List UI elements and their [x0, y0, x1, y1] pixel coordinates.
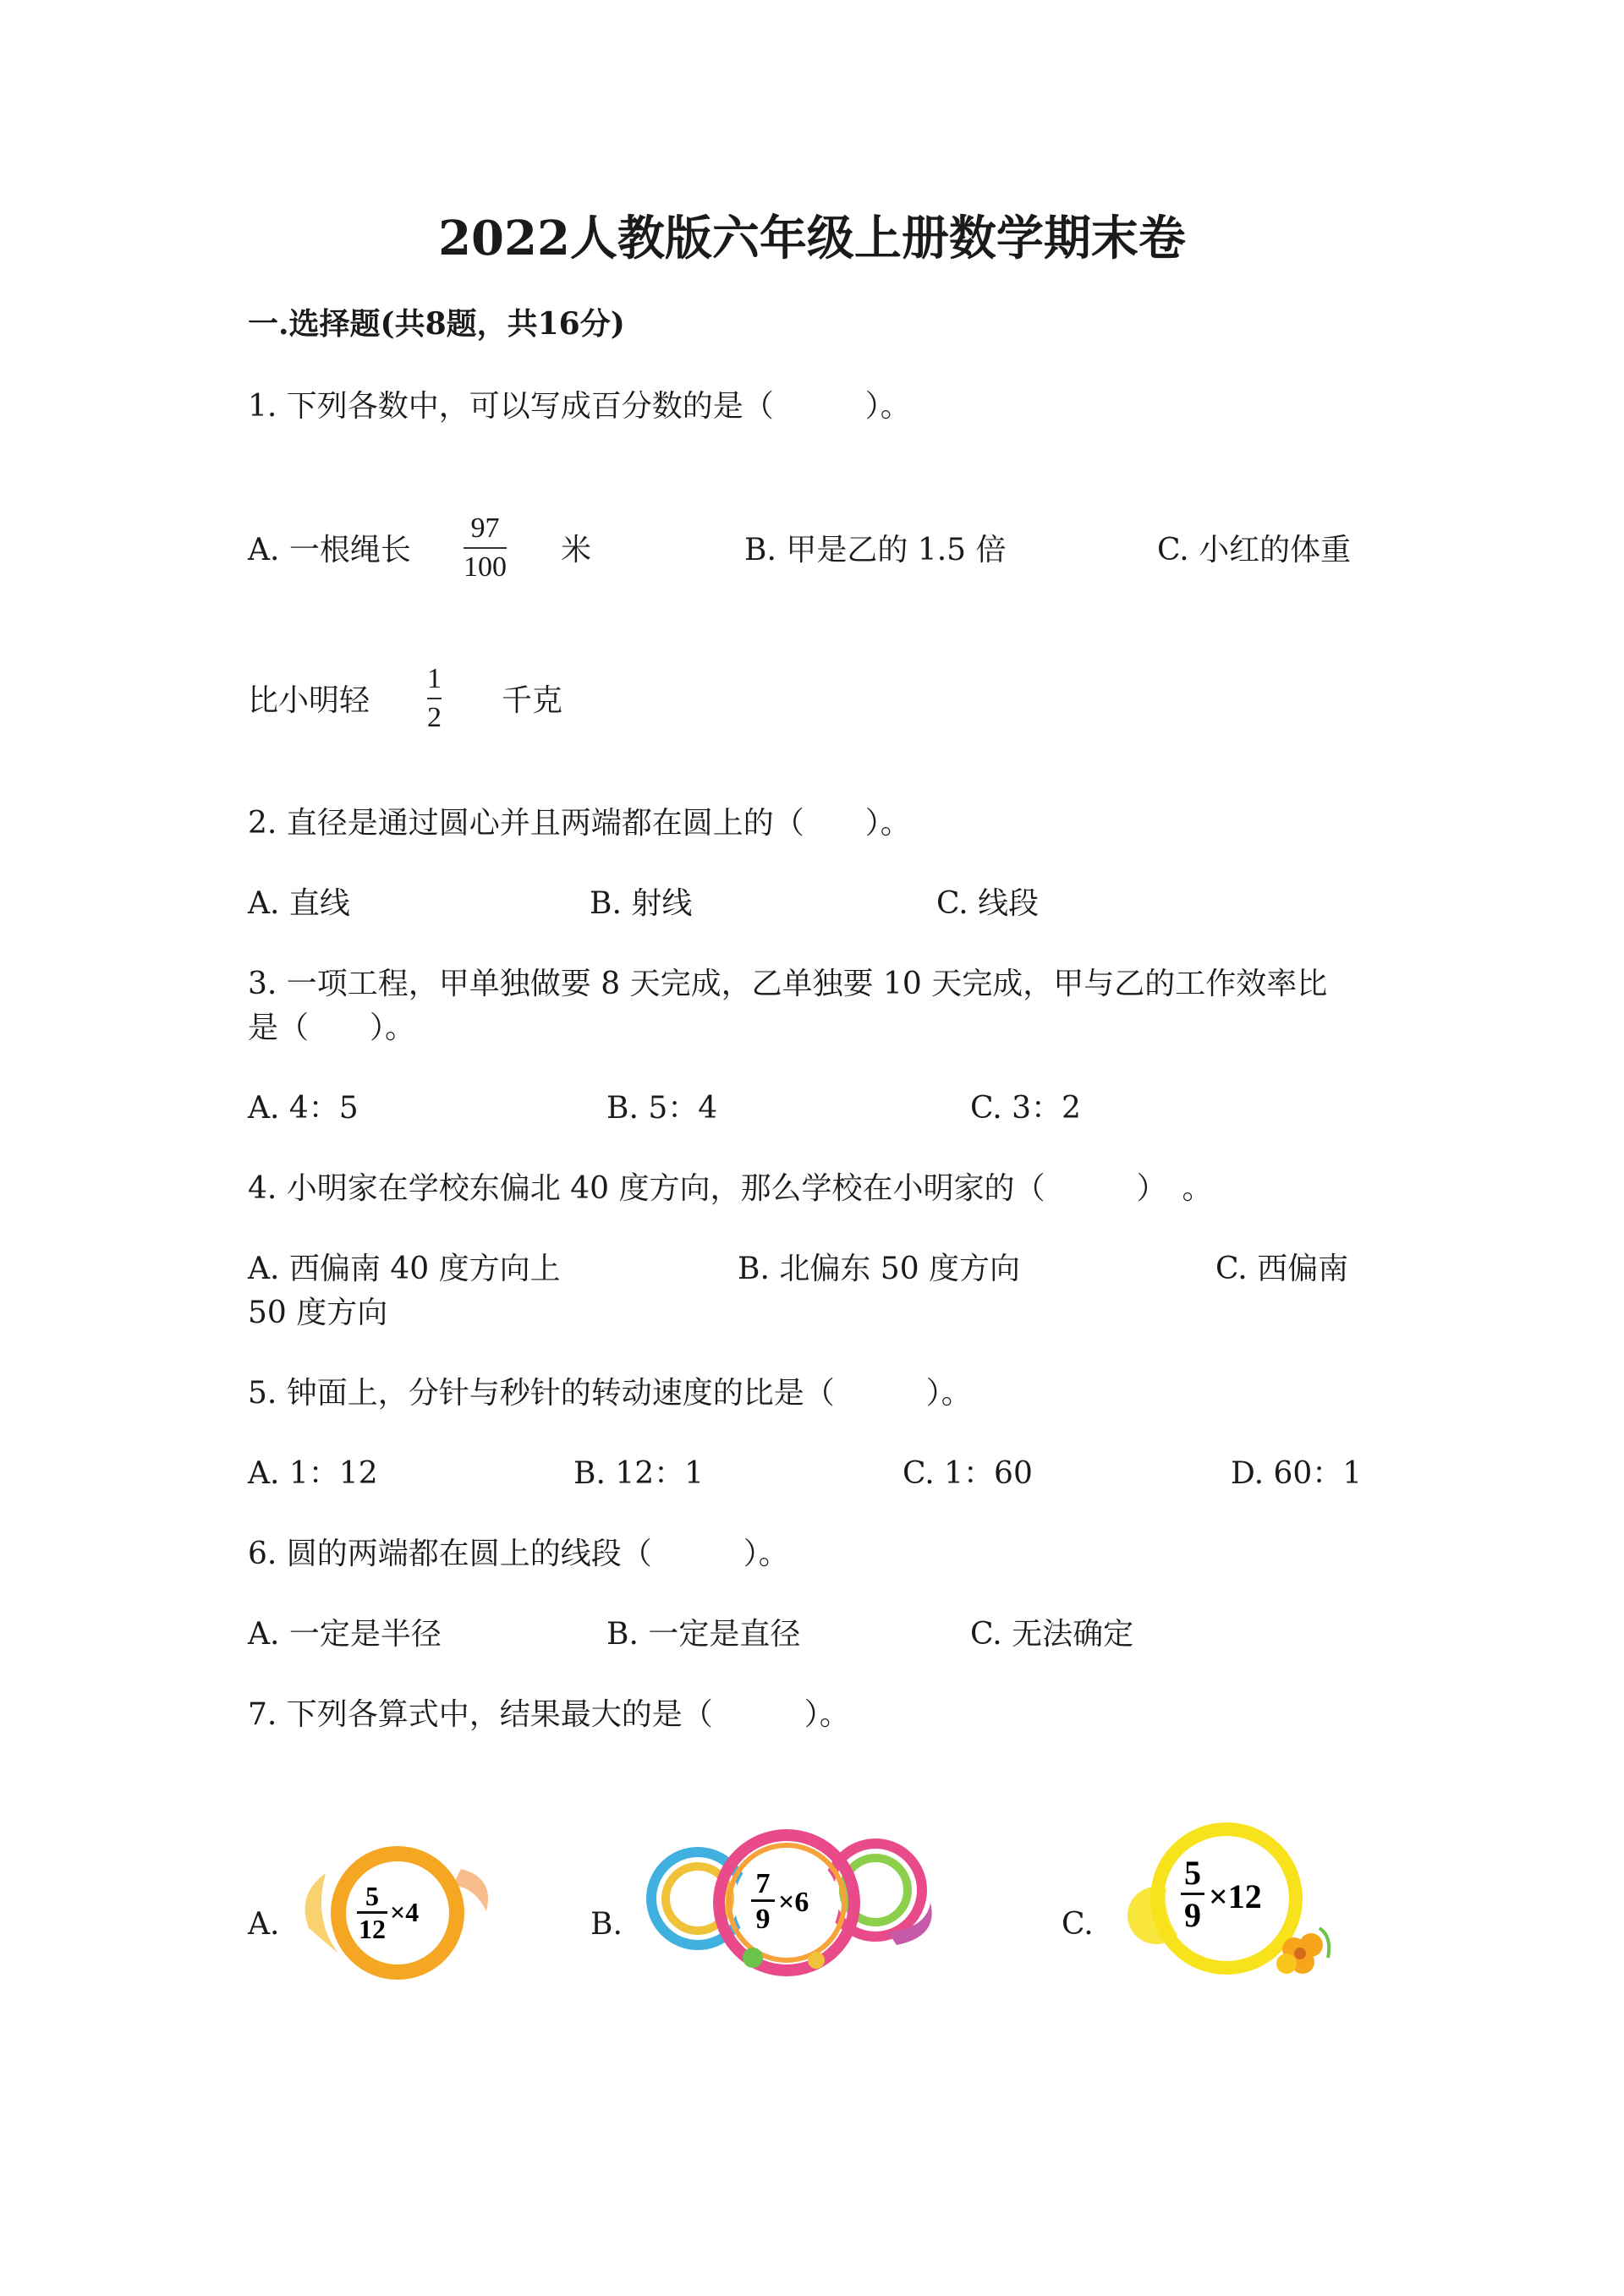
ring-badge-a [292, 1835, 503, 1987]
leaf [808, 1952, 825, 1969]
q2-option-a: A. 直线 [248, 886, 350, 921]
section-heading: 一.选择题(共8题，共16分) [248, 306, 625, 342]
q1-option-a-fraction [464, 512, 507, 584]
q4-option-a: A. 西偏南 40 度方向上 [248, 1252, 561, 1286]
fraction-numerator: 97 [470, 512, 500, 544]
question-5: 5. 钟面上，分针与秒针的转动速度的比是（ ）。 [248, 1376, 972, 1411]
fraction-denominator: 9 [755, 1904, 771, 1935]
question-3-continued: 是（ ）。 [248, 1011, 416, 1045]
question-4: 4. 小明家在学校东偏北 40 度方向，那么学校在小明家的（ ） 。 [248, 1171, 1213, 1206]
fraction-numerator: 5 [1184, 1854, 1201, 1892]
q5-option-d: D. 60：1 [1231, 1456, 1363, 1491]
q1-option-b: B. 甲是乙的 1.5 倍 [744, 533, 1007, 567]
fraction-denominator: 2 [427, 702, 442, 733]
q7-option-b-badge [634, 1818, 947, 1987]
fraction-bar [464, 547, 507, 549]
question-2: 2. 直径是通过圆心并且两端都在圆上的（ ）。 [248, 806, 911, 841]
fraction-bar [1181, 1893, 1204, 1895]
question-3: 3. 一项工程，甲单独做要 8 天完成，乙单独要 10 天完成，甲与乙的工作效率比 [248, 967, 1328, 1001]
q5-option-b: B. 12：1 [573, 1456, 705, 1491]
q7-option-c-label: C. [1062, 1907, 1094, 1942]
fraction-denominator: 9 [1184, 1896, 1201, 1934]
question-6: 6. 圆的两端都在圆上的线段（ ）。 [248, 1537, 789, 1571]
leaf [743, 1948, 763, 1968]
q5-option-a: A. 1：12 [248, 1456, 378, 1491]
q7-option-a-badge [292, 1835, 503, 1987]
q7-option-b-label: B. [590, 1907, 623, 1942]
q1-option-c-fraction [427, 662, 442, 735]
multiplier: ×4 [390, 1897, 420, 1927]
q6-option-b: B. 一定是直径 [606, 1617, 801, 1652]
q7-option-a-label: A. [248, 1907, 280, 1942]
q1-option-a-unit: 米 [561, 533, 592, 567]
page-title: 2022人教版六年级上册数学期末卷 [438, 211, 1186, 266]
q1-option-c-continued: 比小明轻 [248, 683, 370, 718]
q6-option-a: A. 一定是半径 [248, 1617, 442, 1652]
fraction-denominator: 12 [359, 1914, 386, 1944]
q4-option-c-continued: 50 度方向 [248, 1296, 388, 1330]
fraction-numerator: 5 [365, 1881, 379, 1911]
q4-option-c: C. 西偏南 [1215, 1252, 1349, 1286]
q3-option-c: C. 3：2 [970, 1091, 1081, 1126]
q3-option-b: B. 5：4 [606, 1091, 718, 1126]
ring-badge-c [1121, 1818, 1341, 1987]
multiplier: ×12 [1209, 1877, 1262, 1915]
question-7: 7. 下列各算式中，结果最大的是（ ）。 [248, 1697, 850, 1732]
multiplier: ×6 [778, 1887, 809, 1918]
fraction-numerator: 7 [755, 1868, 771, 1899]
q4-option-b: B. 北偏东 50 度方向 [738, 1252, 1021, 1286]
q1-option-c-unit: 千克 [502, 683, 563, 718]
q2-option-b: B. 射线 [590, 886, 693, 921]
question-1: 1. 下列各数中，可以写成百分数的是（ ）。 [248, 389, 911, 424]
q6-option-c: C. 无法确定 [970, 1617, 1134, 1652]
q5-option-c: C. 1：60 [903, 1456, 1033, 1491]
q1-option-c: C. 小红的体重 [1157, 533, 1352, 567]
fraction-denominator: 100 [464, 551, 507, 583]
q3-option-a: A. 4：5 [248, 1091, 359, 1126]
q2-option-c: C. 线段 [936, 886, 1040, 921]
fraction-bar [751, 1899, 775, 1902]
fraction-bar [427, 698, 442, 699]
q7-option-c-badge [1121, 1818, 1341, 1987]
fraction-numerator: 1 [427, 663, 442, 694]
q1-option-a-label: A. 一根绳长 [248, 533, 411, 567]
ring-badge-b [634, 1818, 947, 1987]
